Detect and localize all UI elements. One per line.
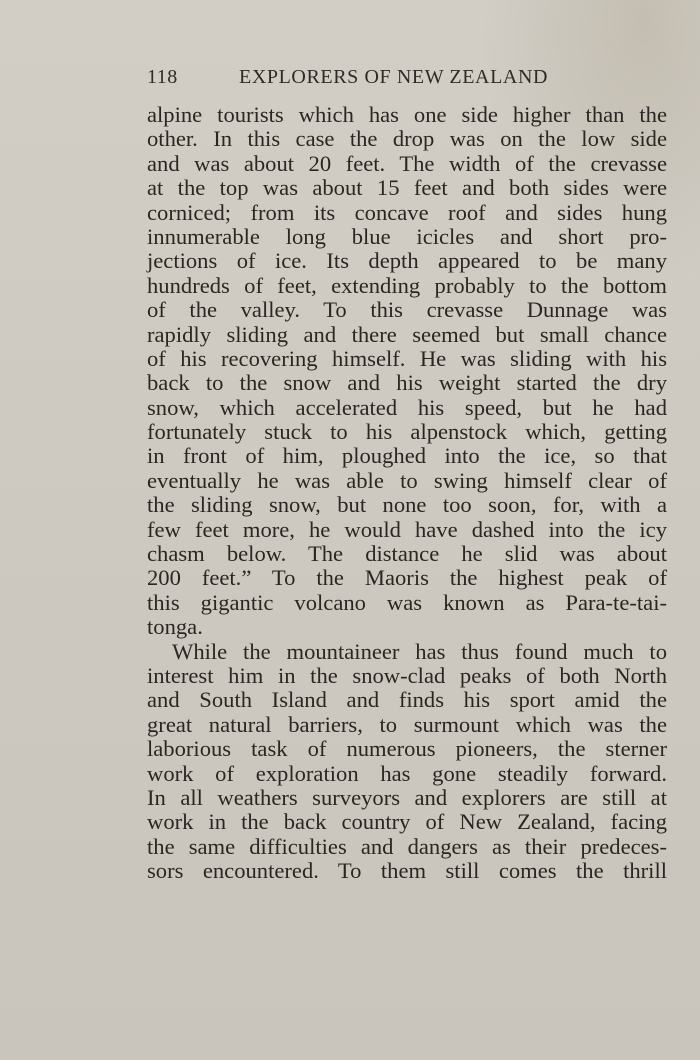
text-line: snow, which accelerated his speed, but he had bbox=[147, 394, 667, 420]
text-line: alpine tourists which has one side higher than the bbox=[147, 102, 667, 127]
text-line: work of exploration has gone steadily forward. bbox=[147, 760, 667, 786]
body-text bbox=[147, 103, 667, 884]
text-line: of his recovering himself. He was sliding with his bbox=[147, 345, 667, 371]
text-line: While the mountaineer has thus found much to bbox=[172, 638, 667, 664]
text-line: fortunately stuck to his alpenstock which, getting bbox=[147, 419, 667, 445]
text-line: In all weathers surveyors and explorers are still at bbox=[147, 784, 667, 810]
running-head bbox=[147, 66, 667, 94]
text-line: and was about 20 feet. The width of the crevasse bbox=[147, 150, 667, 176]
text-line: great natural barriers, to surmount which was the bbox=[147, 711, 667, 737]
text-line: corniced; from its concave roof and sides hung bbox=[147, 199, 667, 225]
text-line: innumerable long blue icicles and short pro- bbox=[147, 223, 667, 249]
page-number: 118 bbox=[147, 66, 178, 88]
text-line: rapidly sliding and there seemed but small chance bbox=[147, 321, 667, 347]
text-line: tonga. bbox=[147, 614, 203, 640]
text-line: work in the back country of New Zealand, facing bbox=[147, 809, 667, 835]
text-line: laborious task of numerous pioneers, the sterner bbox=[147, 736, 667, 762]
text-line: the same difficulties and dangers as their predeces- bbox=[147, 833, 667, 859]
text-line: sors encountered. To them still comes the thrill bbox=[147, 858, 667, 884]
text-line: and South Island and finds his sport amid the bbox=[147, 687, 667, 713]
paragraph-2 bbox=[147, 640, 667, 884]
text-line: chasm below. The distance he slid was about bbox=[147, 541, 667, 567]
text-line: interest him in the snow-clad peaks of both North bbox=[147, 662, 667, 688]
text-line: the sliding snow, but none too soon, for, with a bbox=[147, 492, 667, 518]
text-line: jections of ice. Its depth appeared to be many bbox=[147, 248, 667, 274]
text-line: this gigantic volcano was known as Para-te-tai- bbox=[147, 589, 667, 615]
text-line: 200 feet.” To the Maoris the highest peak of bbox=[147, 565, 667, 591]
text-line: at the top was about 15 feet and both sides were bbox=[147, 175, 667, 201]
book-title: EXPLORERS OF NEW ZEALAND bbox=[239, 66, 549, 88]
text-line: few feet more, he would have dashed into the icy bbox=[147, 516, 667, 542]
text-line: other. In this case the drop was on the low side bbox=[147, 126, 667, 152]
text-line: eventually he was able to swing himself clear of bbox=[147, 467, 667, 493]
text-line: in front of him, ploughed into the ice, so that bbox=[147, 443, 667, 469]
paragraph-1 bbox=[147, 103, 667, 640]
text-line: of the valley. To this crevasse Dunnage was bbox=[147, 297, 667, 323]
text-line: back to the snow and his weight started the dry bbox=[147, 370, 667, 396]
text-line: hundreds of feet, extending probably to the bottom bbox=[147, 272, 667, 298]
